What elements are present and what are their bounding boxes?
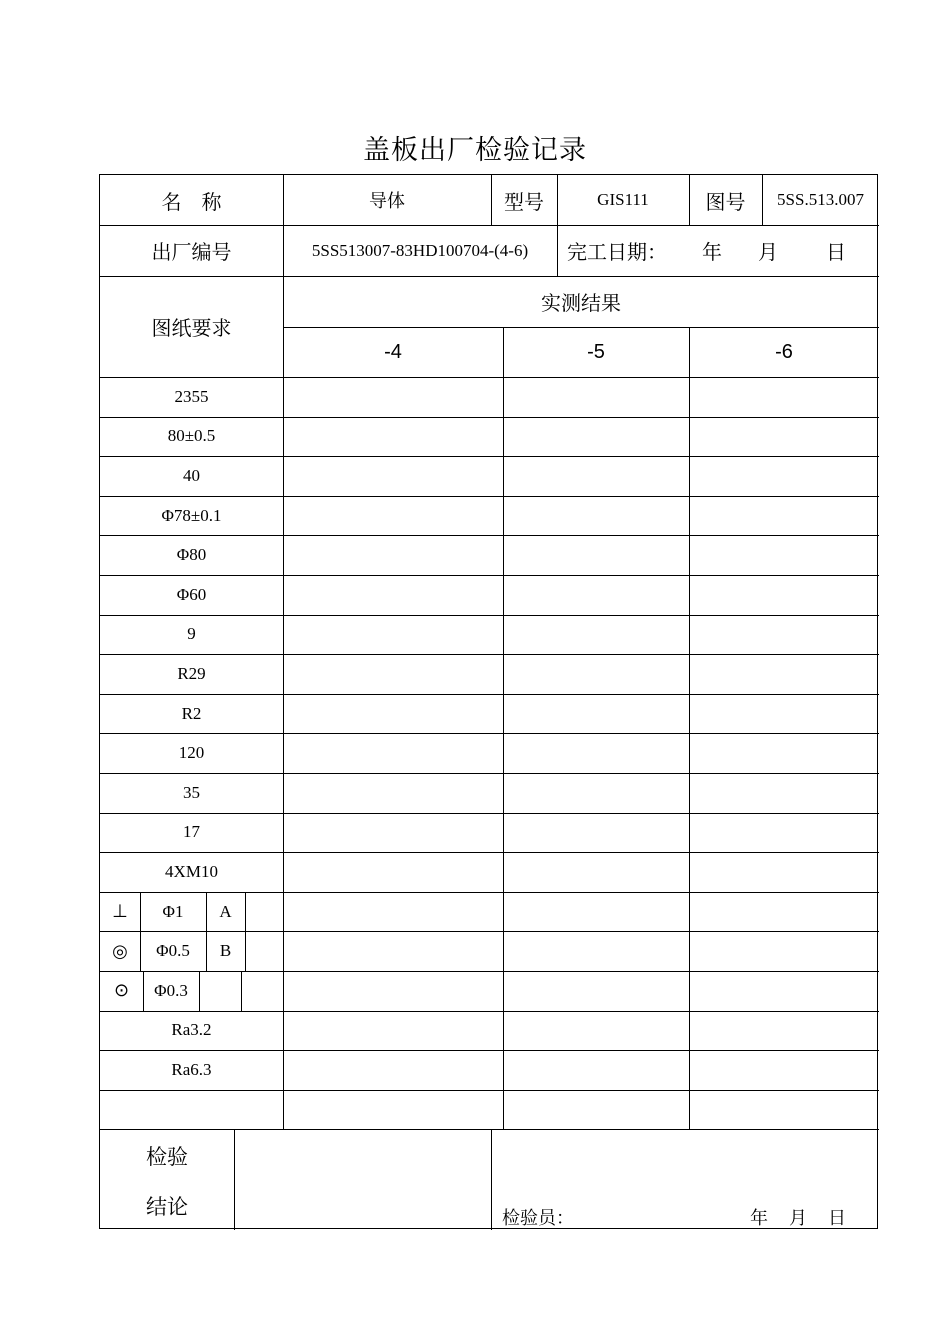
- grid-line: [100, 773, 879, 774]
- grid-line: [503, 327, 504, 1130]
- tolerance-value-cell: Φ0.5: [156, 941, 190, 961]
- grid-line: [100, 575, 879, 576]
- requirement-cell: R2: [181, 703, 202, 723]
- grid-line: [100, 1090, 879, 1091]
- drawing-label: 图号: [705, 191, 746, 214]
- page-title: 盖板出厂检验记录: [363, 135, 587, 165]
- results-header: 实测结果: [541, 293, 621, 315]
- grid-line: [100, 852, 879, 853]
- requirement-cell: 17: [183, 822, 200, 842]
- requirement-cell: Φ78±0.1: [161, 505, 222, 525]
- inspector-label: 检验员：: [502, 1208, 574, 1228]
- grid-line: [100, 654, 879, 655]
- tolerance-value-cell: Φ0.3: [154, 980, 188, 1000]
- grid-line: [283, 327, 879, 328]
- serial-value: 5SS513007-83HD100704-(4-6): [311, 240, 529, 260]
- grid-line: [100, 417, 879, 418]
- tolerance-blank-cell: [241, 971, 283, 1011]
- tolerance-blank-cell: [245, 892, 283, 932]
- name-label: 名 称: [161, 191, 222, 214]
- completion-date-month: 月: [758, 242, 778, 264]
- grid-line: [557, 175, 558, 276]
- grid-line: [206, 931, 207, 971]
- roughness-cell: Ra3.2: [171, 1020, 212, 1040]
- tolerance-blank-cell: [245, 931, 283, 971]
- grid-line: [491, 1130, 492, 1230]
- grid-line: [100, 496, 879, 497]
- grid-line: [689, 327, 690, 1130]
- conclusion-label-line2: 结论: [146, 1195, 188, 1219]
- results-column-4: -4: [384, 340, 402, 363]
- requirement-cell: 40: [183, 465, 200, 485]
- grid-line: [100, 1050, 879, 1051]
- grid-line: [245, 931, 246, 971]
- tolerance-datum-cell: A: [219, 901, 232, 921]
- requirement-cell: Φ60: [176, 584, 207, 604]
- grid-line: [100, 971, 879, 972]
- requirement-cell: 120: [178, 743, 205, 763]
- grid-line: [100, 615, 879, 616]
- requirements-header: 图纸要求: [151, 318, 232, 340]
- requirement-cell: 35: [183, 782, 200, 802]
- serial-label: 出厂编号: [151, 242, 232, 264]
- tolerance-datum-cell: B: [219, 941, 232, 961]
- grid-line: [100, 733, 879, 734]
- grid-line: [100, 892, 879, 893]
- requirement-cell: 4XM10: [165, 861, 218, 881]
- tolerance-symbol-cell: ⊥: [112, 901, 128, 922]
- name-value: 导体: [369, 191, 405, 211]
- grid-line: [140, 931, 141, 971]
- drawing-value: 5SS.513.007: [777, 190, 864, 209]
- grid-line: [100, 535, 879, 536]
- inspection-year: 年: [750, 1208, 768, 1228]
- grid-line: [491, 175, 492, 225]
- grid-line: [100, 377, 879, 378]
- tolerance-symbol-cell: ◎: [112, 940, 128, 961]
- roughness-cell: Ra6.3: [171, 1059, 212, 1079]
- inspection-month: 月: [789, 1208, 807, 1228]
- tolerance-value-cell: Φ1: [162, 901, 184, 921]
- requirement-cell: Φ80: [176, 545, 207, 565]
- grid-line: [140, 892, 141, 932]
- completion-date-label: 完工日期：: [567, 242, 667, 264]
- grid-line: [206, 892, 207, 932]
- inspection-table: [99, 174, 878, 1229]
- completion-date-year: 年: [702, 242, 722, 264]
- grid-line: [100, 694, 879, 695]
- requirement-cell: 9: [187, 624, 196, 644]
- model-label: 型号: [504, 191, 544, 214]
- completion-date-day: 日: [826, 242, 846, 264]
- conclusion-label-line1: 检验: [146, 1145, 188, 1169]
- requirement-cell: 80±0.5: [167, 426, 216, 446]
- inspection-day: 日: [828, 1208, 846, 1228]
- grid-line: [689, 175, 690, 225]
- grid-line: [100, 1011, 879, 1012]
- grid-line: [100, 456, 879, 457]
- requirement-cell: R29: [177, 663, 206, 683]
- grid-line: [283, 175, 284, 1130]
- grid-line: [234, 1130, 235, 1230]
- results-column-5: -5: [587, 340, 605, 363]
- tolerance-symbol-cell: ⊙: [113, 980, 130, 1001]
- grid-line: [241, 971, 242, 1011]
- grid-line: [143, 971, 144, 1011]
- grid-line: [100, 1129, 879, 1130]
- requirement-cell: 2355: [174, 386, 209, 406]
- roughness-cell: [100, 1090, 283, 1130]
- results-column-6: -6: [775, 340, 793, 363]
- model-value: GIS111: [597, 190, 649, 209]
- grid-line: [245, 892, 246, 932]
- grid-line: [100, 931, 879, 932]
- tolerance-datum-cell: [199, 971, 241, 1011]
- grid-line: [762, 175, 763, 225]
- grid-line: [100, 276, 879, 277]
- grid-line: [199, 971, 200, 1011]
- grid-line: [100, 225, 879, 226]
- grid-line: [100, 813, 879, 814]
